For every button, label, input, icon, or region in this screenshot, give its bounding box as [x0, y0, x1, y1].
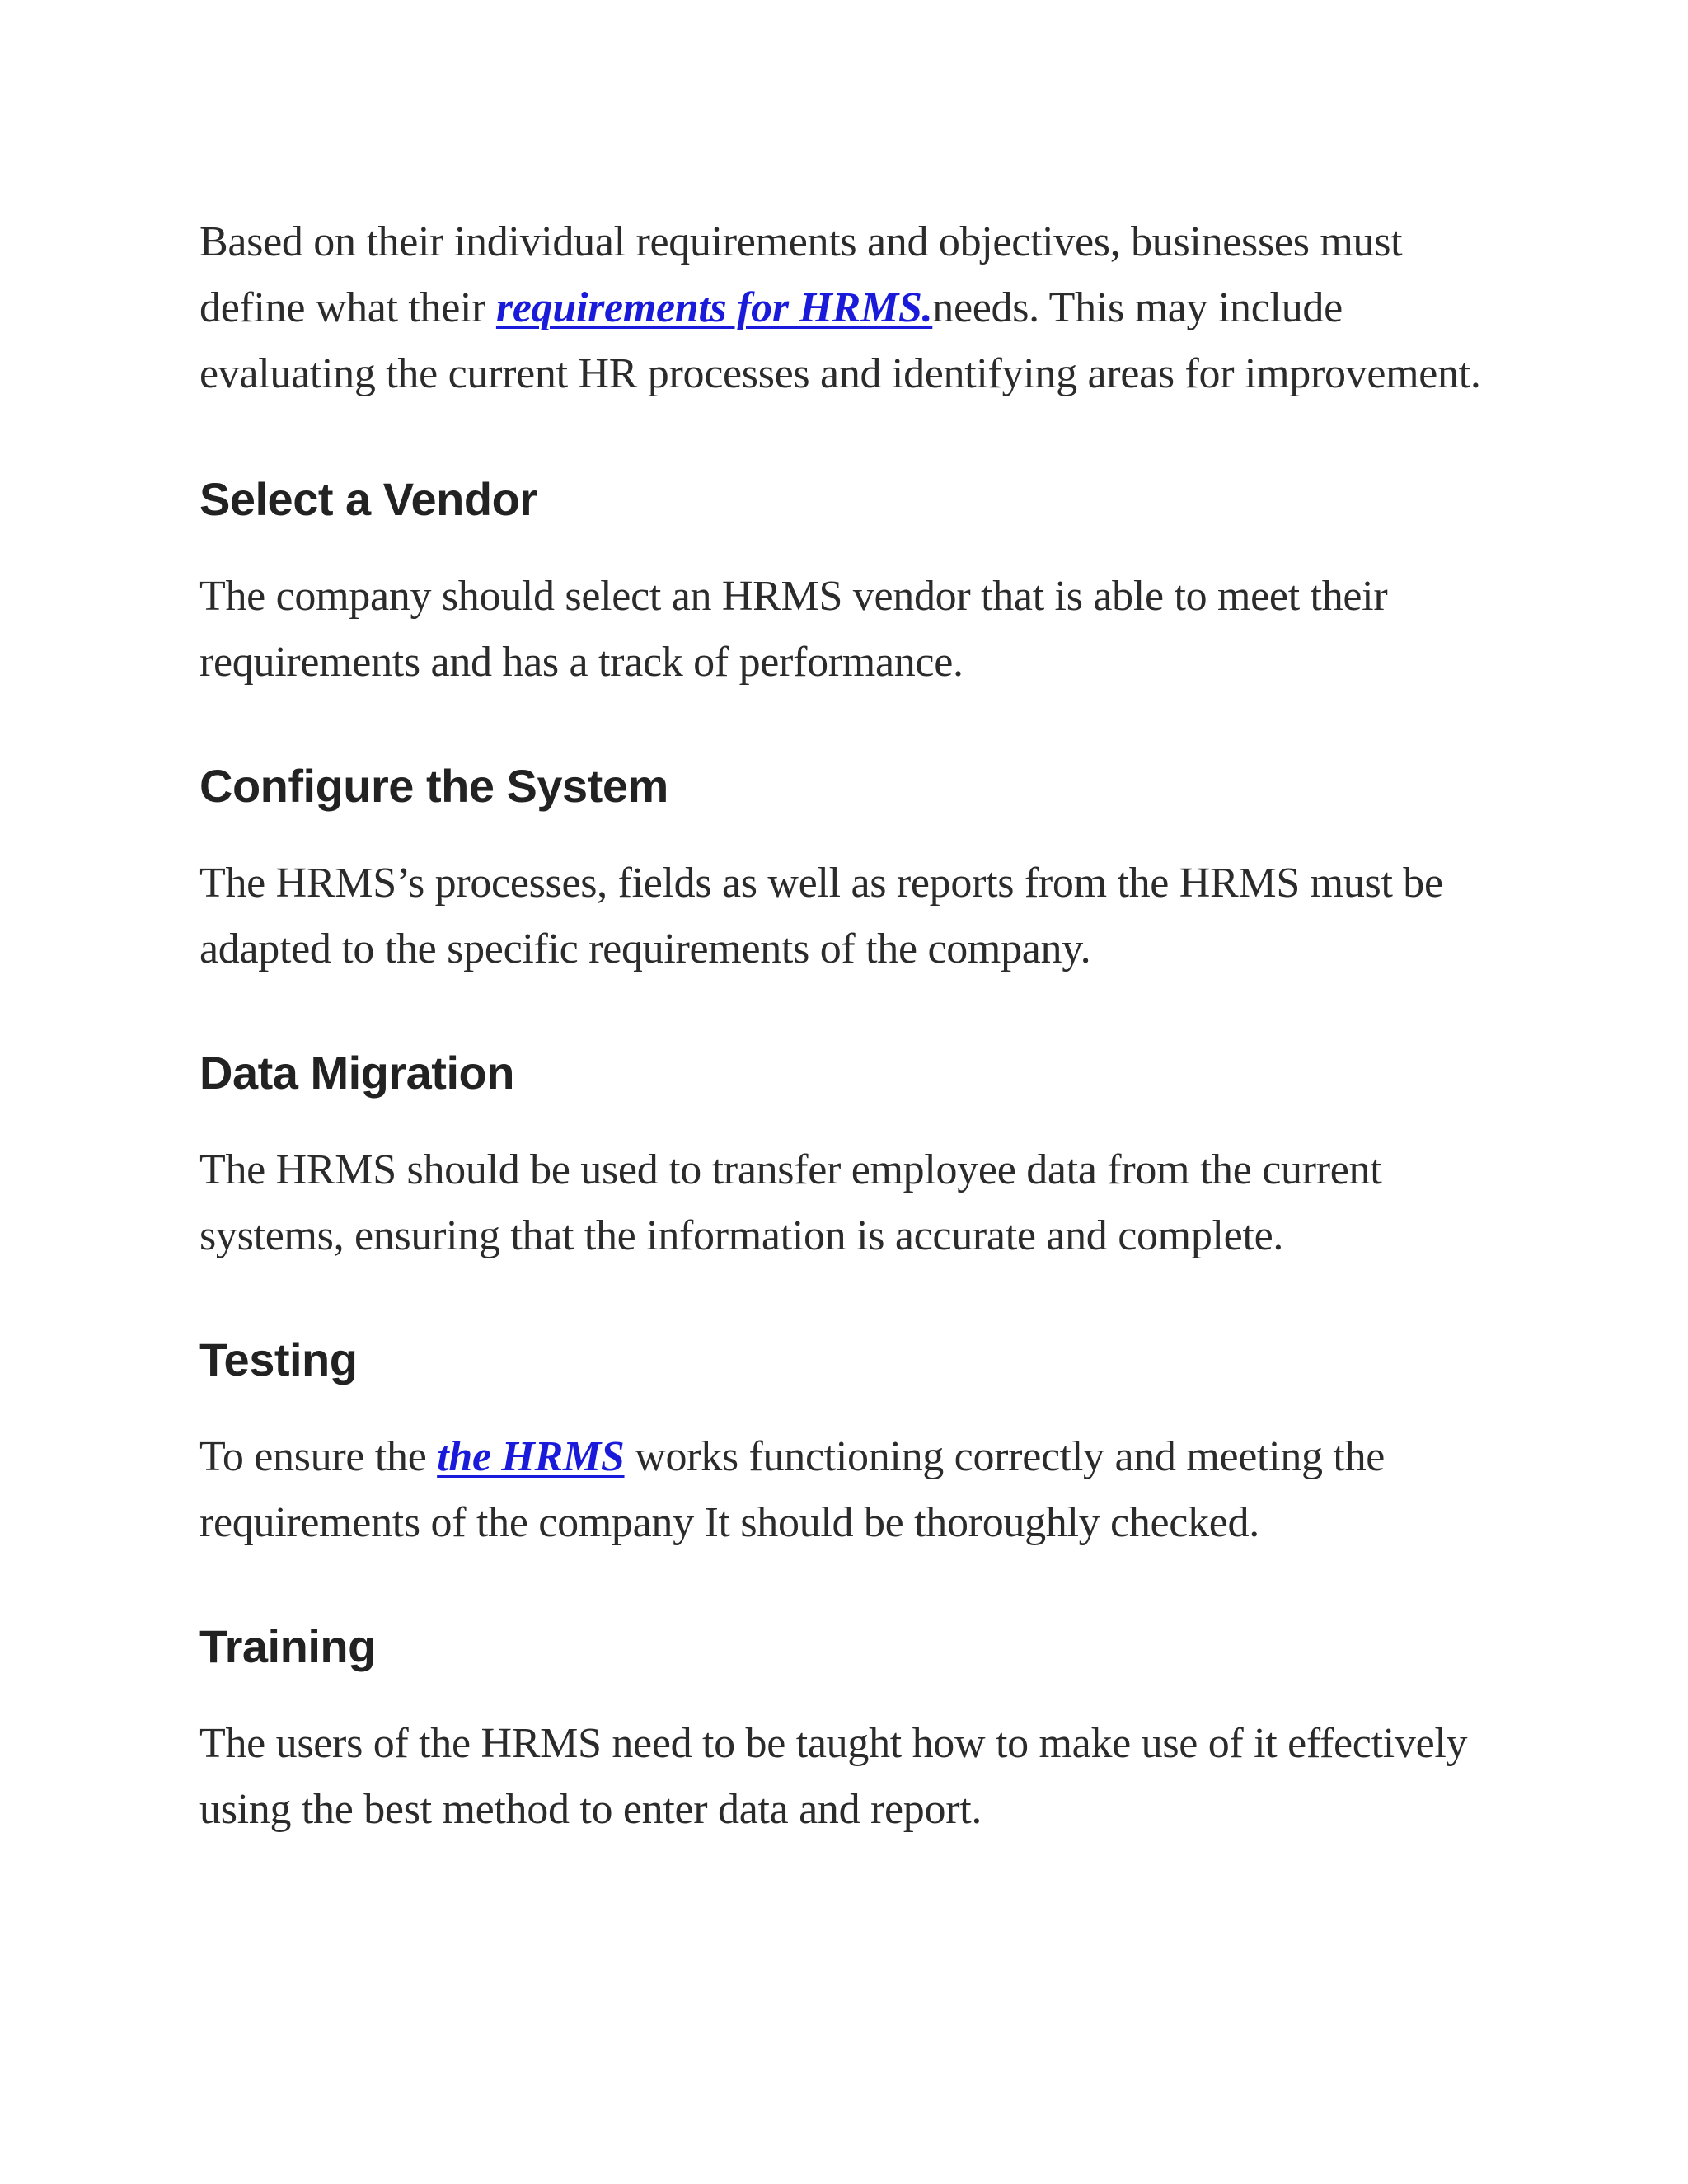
paragraph-configure-the-system: The HRMS’s processes, fields as well as reports from the HRMS must be adapted to the specific requirements of the company.: [199, 860, 1443, 972]
heading-training: Training: [199, 1620, 376, 1672]
paragraph-testing: [199, 1424, 1518, 1556]
intro-paragraph: [199, 209, 1518, 407]
heading-configure-the-system: Configure the System: [199, 760, 668, 812]
paragraph-training: The users of the HRMS need to be taught how to make use of it effectively using the best method to enter data and report.: [199, 1720, 1468, 1833]
heading-data-migration: Data Migration: [199, 1047, 514, 1099]
testing-text-after-link: works functioning correctly and meeting the requirements of the company It should be thoroughly checked.: [199, 1433, 1386, 1546]
heading-testing: Testing: [199, 1333, 358, 1385]
heading-select-a-vendor: Select a Vendor: [199, 473, 537, 525]
paragraph-data-migration: The HRMS should be used to transfer employee data from the current systems, ensuring that the information is accurate and complete.: [199, 1146, 1382, 1259]
article-body: [199, 209, 1518, 1843]
intro-text-after-link: needs. This may include evaluating the current HR processes and identifying areas for improvement.: [199, 284, 1481, 397]
testing-text-before-link: To ensure the: [199, 1433, 438, 1480]
intro-text-before-link: Based on their individual requirements and objectives, businesses must define what their: [199, 218, 1403, 331]
requirements-for-hrms-link[interactable]: requirements for HRMS.: [495, 284, 933, 331]
paragraph-select-a-vendor: The company should select an HRMS vendor that is able to meet their requirements and has a track of performance.: [199, 573, 1388, 686]
the-hrms-link[interactable]: the HRMS: [437, 1433, 625, 1480]
